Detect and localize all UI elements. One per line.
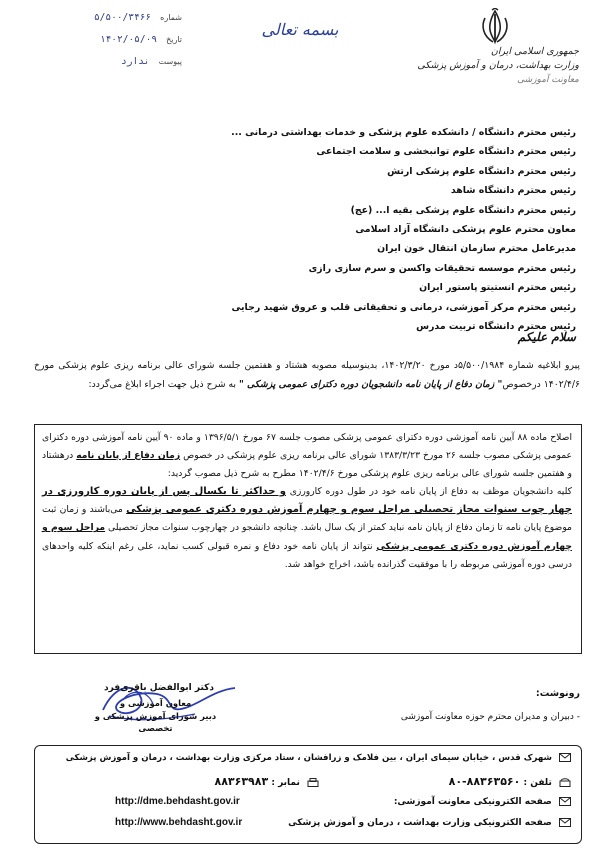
intro-subject: " زمان دفاع از پایان نامه دانشجویان دوره دکترای عمومی پزشکی " bbox=[238, 379, 503, 390]
resolution-text-d: می‌باشند و زمان ثبت موضوع پایان نامه تا زمان دفاع از پایان نامه نباید کمتر از یک سال باشد. چنانچه دانشجو در چهارچوب سنوات مجاز تحصیلی bbox=[42, 504, 572, 534]
ministry-block bbox=[399, 45, 579, 87]
intro-text-2: به شرح ذیل جهت اجراء ابلاغ می‌گردد: bbox=[88, 379, 239, 390]
signatory-name: دکتر ابوالفضل باقری‌فرد bbox=[104, 683, 214, 693]
recipient-line: رئیس محترم دانشگاه علوم پزشکی بقیه ا... (عج) bbox=[350, 204, 576, 216]
ministry-line-2: وزارت بهداشت، درمان و آموزش پزشکی bbox=[417, 60, 579, 71]
fax-number: ۸۸۳۶۳۹۸۳ bbox=[214, 775, 269, 788]
ministry-line-1: جمهوری اسلامی ایران bbox=[490, 46, 579, 57]
site-2-label: صفحه الکترونیکی وزارت بهداشت ، درمان و آموزش پزشکی bbox=[288, 818, 552, 828]
letter-meta bbox=[32, 12, 182, 72]
resolution-box bbox=[34, 424, 582, 654]
signatory-title-line-2: دبیر شورای آموزش پزشکی و تخصصی bbox=[94, 710, 217, 733]
letter-attachment-row bbox=[32, 56, 182, 67]
footer-phone bbox=[449, 775, 571, 788]
resolution-underlined-deadline: و حداکثر تا یکسال پس از پایان دوره کارورزی در چهار چوب سنوات مجاز تحصیلی مراحل سوم و چهارم آموزش دوره دکتری عمومی پزشکی bbox=[42, 486, 572, 516]
recipient-line: رئیس محترم مرکز آموزشی، درمانی و تحقیقاتی قلب و عروق شهید رجایی bbox=[231, 301, 576, 313]
resolution-text bbox=[42, 429, 572, 574]
resolution-text-a: اصلاح ماده ۸۸ آیین نامه آموزشی دوره دکترای عمومی پزشکی مصوب جلسه ۶۷ مورخ ۱۳۹۶/۵/۱ و ماده ۹۰ آیین نامه آموزشی دوره دکترای عمومی پزشکی مصوب جلسه ۲۶ مورخ ۱۳۸۳/۳/۲۳ شورای عالی برنامه ریزی علوم پزشکی در خصوص bbox=[42, 432, 572, 462]
recipient-line: رئیس محترم انستیتو پاستور ایران bbox=[419, 282, 576, 294]
phone-label: تلفن : bbox=[523, 778, 552, 788]
resolution-text-e: نتواند از پایان نامه خود دفاع و نمره قبولی کسب نماید، علی رغم اینکه کلیه واحدهای درسی دوره آموزشی مربوطه را با موفقیت گذرانده باشد، اخراج خواهد شد. bbox=[42, 540, 572, 570]
salutation: سلام علیکم bbox=[517, 330, 576, 344]
signatory-title-line-1: معاون آموزشی و bbox=[119, 698, 192, 708]
letter-number-label: شماره bbox=[160, 13, 182, 22]
recipient-line: رئیس محترم دانشگاه علوم پزشکی ارتش bbox=[387, 165, 576, 177]
footer-site-1 bbox=[394, 797, 571, 807]
letter-date-row bbox=[32, 34, 182, 45]
intro-text-1: پیرو ابلاغیه شماره ۵/۵۰۰/۱۹۸۴د مورخ ۱۴۰۲/۳/۲۰، بدینوسیله مصوبه هشتاد و هفتمین جلسه شورای عالی برنامه ریزی علوم پزشکی مورخ ۱۴۰۲/۴/۶ درخصوص bbox=[34, 360, 581, 390]
department-name: معاونت آموزشی bbox=[517, 75, 579, 85]
iran-emblem-icon bbox=[475, 8, 515, 46]
resolution-underlined-term: زمان دفاع از پایان نامه bbox=[76, 450, 181, 462]
envelope-icon bbox=[559, 797, 571, 806]
letter-date: ۱۴۰۲/۰۵/۰۹ bbox=[99, 34, 158, 45]
footer-fax bbox=[214, 775, 319, 788]
footer-address bbox=[66, 753, 571, 763]
recipient-line: رئیس محترم دانشگاه / دانشکده علوم پزشکی و خدمات بهداشتی درمانی ... bbox=[231, 127, 576, 138]
site-1-label: صفحه الکترونیکی معاونت آموزشی: bbox=[393, 797, 552, 807]
site-1-link[interactable]: http://dme.behdasht.gov.ir bbox=[115, 796, 240, 807]
cc-label: رونوشت: bbox=[535, 688, 580, 699]
fax-icon bbox=[307, 778, 319, 787]
envelope-icon bbox=[559, 753, 571, 762]
footer-address-text: شهرک قدس ، خیابان سیمای ایران ، بین فلامک و زرافشان ، ستاد مرکزی وزارت بهداشت ، درمان و آموزش پزشکی bbox=[65, 753, 552, 763]
recipient-line: مدیرعامل محترم سازمان انتقال خون ایران bbox=[377, 243, 576, 255]
recipient-line: رئیس محترم موسسه تحقیقات واکسن و سرم سازی رازی bbox=[308, 262, 576, 274]
recipient-line: رئیس محترم دانشگاه تربیت مدرس bbox=[416, 321, 576, 333]
footer-box bbox=[34, 745, 582, 844]
signatory-title bbox=[88, 697, 223, 735]
resolution-text-c: کلیه دانشجویان موظف به دفاع از پایان نامه خود در طول دوره کارورزی bbox=[285, 486, 572, 498]
phone-icon bbox=[559, 778, 571, 787]
intro-paragraph bbox=[34, 356, 580, 394]
site-2-link[interactable]: http://www.behdasht.gov.ir bbox=[115, 817, 243, 828]
recipient-line: رئیس محترم دانشگاه علوم توانبخشی و سلامت اجتماعی bbox=[316, 146, 576, 158]
resolution-underlined-stages: مراحل سوم و چهارم آموزش دوره دکتری عمومی پزشکی bbox=[42, 522, 572, 552]
recipients-list bbox=[36, 123, 576, 336]
letter-number: ۵/۵۰۰/۳۴۶۶ bbox=[93, 12, 152, 23]
letter-attachment-label: پیوست bbox=[158, 57, 182, 66]
envelope-icon bbox=[559, 818, 571, 827]
letter-number-row bbox=[32, 12, 182, 23]
letter-attachment: ندارد bbox=[121, 56, 150, 67]
cc-item: - دبیران و مدیران محترم حوزه معاونت آموزشی bbox=[400, 712, 580, 722]
bismillah-heading: بسمه تعالی bbox=[261, 20, 339, 39]
footer-site-2 bbox=[288, 818, 571, 828]
phone-number: ۸۸۳۶۳۵۶۰-۸۰ bbox=[448, 775, 521, 788]
resolution-text-b: درهشتاد و هفتمین جلسه شورای عالی برنامه ریزی علوم پزشکی مورخ ۱۴۰۲/۴/۶ مطرح به شرح ذیل مصوب گردید: bbox=[42, 450, 572, 480]
resolution-paragraph-2 bbox=[42, 483, 572, 573]
fax-label: نمابر : bbox=[271, 778, 300, 788]
resolution-paragraph-1 bbox=[42, 429, 572, 483]
recipient-line: رئیس محترم دانشگاه شاهد bbox=[450, 185, 576, 197]
letter-date-label: تاریخ bbox=[166, 35, 182, 44]
recipient-line: معاون محترم علوم پزشکی دانشگاه آزاد اسلامی bbox=[355, 224, 576, 236]
